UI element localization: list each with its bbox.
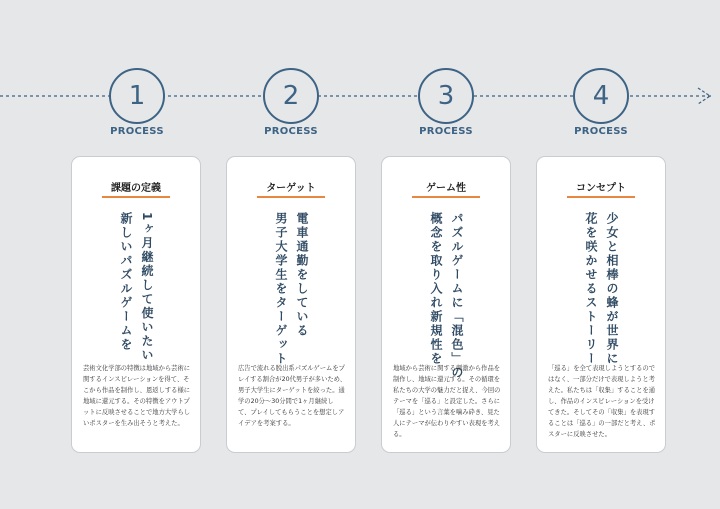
process-label: PROCESS [264, 126, 318, 137]
card-description: 地域から芸術に関する刺激から作品を制作し、地域に還元する。その循環を私たちの大学の魅力だと捉え、今回のテーマを「巡る」と設定した。さらに「巡る」という言葉を噛み砕き、見た人にテーマが伝わりやすい表現を考える。 [393, 365, 501, 438]
process-label: PROCESS [110, 126, 164, 137]
process-card [536, 156, 666, 453]
step-number-circle: 2 [263, 68, 319, 124]
title-underline [257, 196, 325, 198]
card-title: ターゲット [266, 183, 316, 194]
process-label: PROCESS [574, 126, 628, 137]
vertical-headline [537, 212, 665, 366]
card-description: 広告で流れる脱出系パズルゲームをプレイする割合が20代男子が多いため、男子大学生にターゲットを絞った。通学の20分〜30分間で1ヶ月継続して、プレイしてもらうことを想定しアイデアを考案する。 [238, 365, 347, 427]
vertical-headline-text: 電車通勤をしている 男子大学生をターゲット [274, 212, 309, 366]
title-underline [412, 196, 480, 198]
card-title: 課題の定義 [111, 183, 161, 194]
card-description: 芸術文化学部の特徴は地域から芸術に関するインスピレーションを得て、そこから作品を制作し、恩返しする様に地域に還元する。その特徴をアウトプットに反映させることで地方大学らしいポスターを生み出そうと考えた。 [83, 365, 191, 427]
card-description: 「巡る」を全て表現しようとするのではなく、一部分だけで表現しようと考えた。私たちは「収集」することを通し、作品のインスピレーションを受けてきた。そしてその「収集」を表現することは「巡る」の一部だと考え、ポスターに反映させた。 [548, 365, 656, 438]
title-underline [567, 196, 635, 198]
step-number-circle: 4 [573, 68, 629, 124]
card-title: コンセプト [576, 183, 626, 194]
process-card [381, 156, 511, 453]
step-number-circle: 1 [109, 68, 165, 124]
card-title: ゲーム性 [426, 183, 466, 194]
title-underline [102, 196, 170, 198]
vertical-headline [227, 212, 355, 366]
process-card [226, 156, 356, 453]
process-card [71, 156, 201, 453]
step-number-circle: 3 [418, 68, 474, 124]
vertical-headline [382, 212, 510, 380]
process-label: PROCESS [419, 126, 473, 137]
vertical-headline-text: 1ヶ月継続して使いたい 新しいパズルゲームを [119, 212, 154, 363]
vertical-headline [72, 212, 200, 363]
vertical-headline-text: パズルゲームに「混色」の 概念を取り入れ新規性を [429, 212, 464, 380]
vertical-headline-text: 少女と相棒の蜂が世界に 花を咲かせるストーリー [584, 212, 619, 366]
